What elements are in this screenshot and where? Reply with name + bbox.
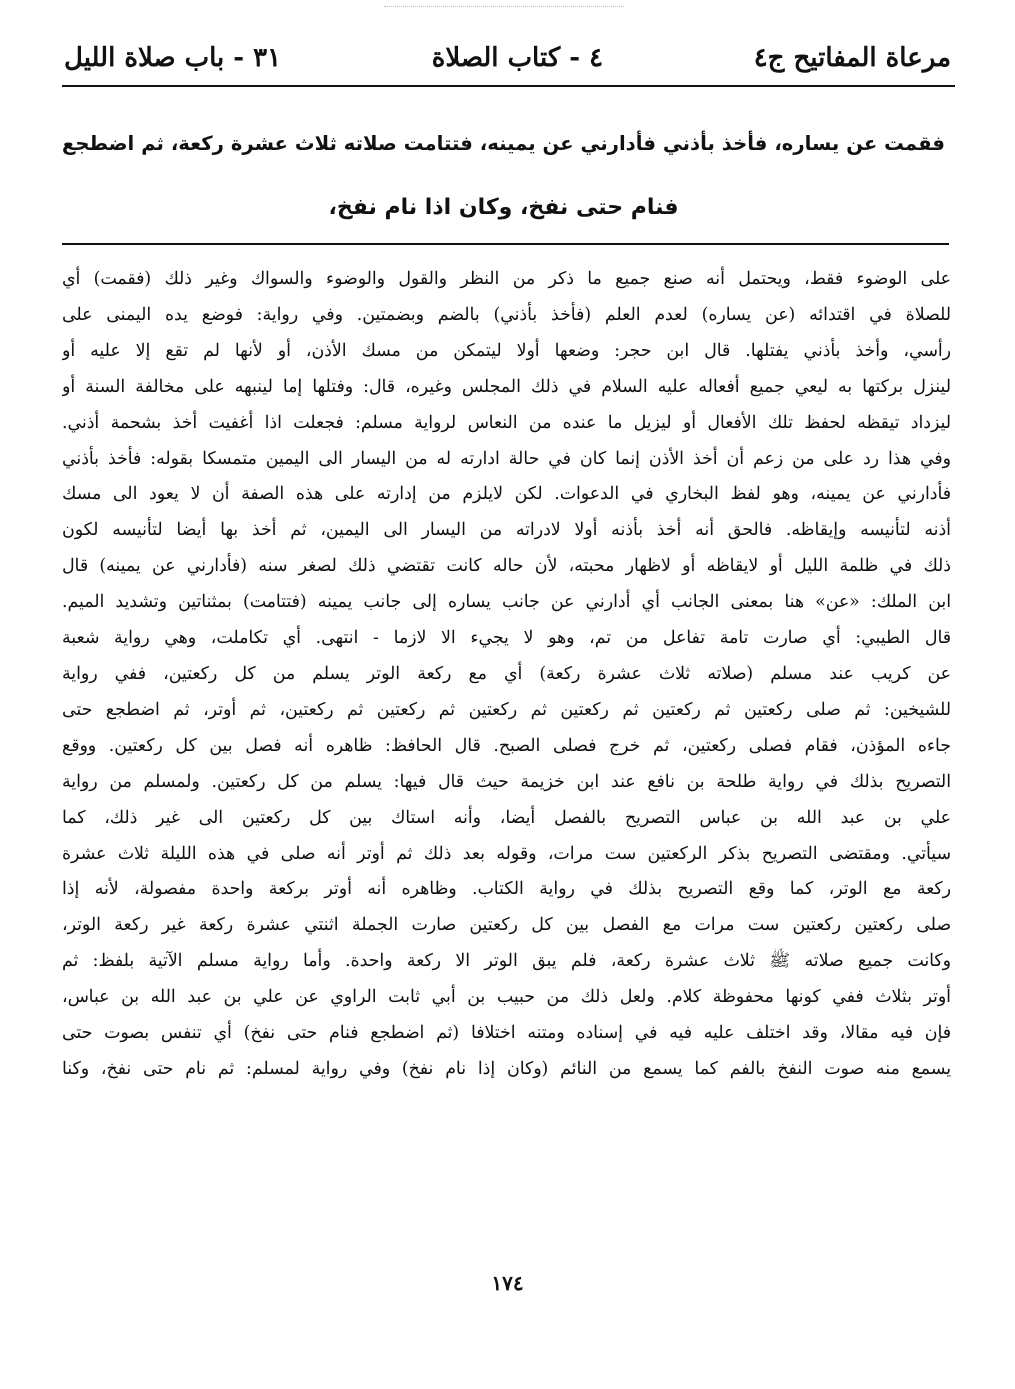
chapter-title: ٣١ - باب صلاة الليل <box>64 43 282 73</box>
commentary-line: عن كريب عند مسلم (صلاته ثلاث عشرة ركعة) أي مع ركعة الوتر يسلم من كل ركعتين، ففي رواية <box>62 663 951 684</box>
page-number: ١٧٤ <box>491 1271 524 1295</box>
commentary-line: التصريح بذلك في رواية طلحة بن نافع عند ابن خزيمة حيث قال فيها: يسلم من كل ركعتين. ولمسلم من رواية <box>62 771 951 792</box>
section-divider <box>62 243 949 245</box>
book-title: مرعاة المفاتيح ج٤ <box>753 43 951 73</box>
scan-artifact <box>384 6 624 7</box>
commentary-line: أذنه لتأنيسه وإيقاظه. فالحق أنه أخذ بأذنه أولا لادراته من اليسار الى اليمين، ثم أخذ بها أيضا لتأنيسه لكون <box>62 520 951 541</box>
commentary-line: سيأتي. ومقتضى التصريح بذكر الركعتين ست مرات، وقوله بعد ذلك ثم أوتر أنه صلى في هذه الليلة ثلاث عشرة <box>62 843 951 864</box>
commentary-line: رأسي، وأخذ بأذني يفتلها. قال ابن حجر: وضعها أولا ليتمكن من مسك الأذن، أو لأنها لم تقع إلا عليه أو <box>62 340 951 361</box>
commentary-line: علي بن عبد الله بن عباس التصريح بالفصل أيضا، وأنه استاك بين كل ركعتين الى غير ذلك، كما <box>62 807 951 828</box>
hadith-line: فنام حتى نفخ، وكان اذا نام نفخ، <box>328 195 679 220</box>
commentary-line: وفي هذا رد على من زعم أن أخذ الأذن إنما كان في حالة ادارته له من اليسار الى اليمين متمسكا بقوله: فأخذ بأذني <box>62 448 951 469</box>
commentary-line: يسمع منه صوت النفخ بالفم كما يسمع من النائم (وكان إذا نام نفخ) وفي رواية لمسلم: ثم نام حتى نفخ، وكنا <box>62 1058 951 1079</box>
commentary-line: أوتر بثلاث ففي كونها محفوظة كلام. ولعل ذلك من حبيب بن أبي ثابت الراوي عن علي بن عبد الله بن عباس، <box>62 987 951 1008</box>
commentary-text <box>62 262 951 1088</box>
book-section: ٤ - كتاب الصلاة <box>431 43 604 73</box>
header-divider <box>62 85 955 87</box>
commentary-line: للشيخين: ثم صلى ركعتين ثم ركعتين ثم ركعتين ثم ركعتين ثم ركعتين ثم ركعتين، ثم أوتر، ثم اضطجع حتى <box>62 699 951 720</box>
commentary-line: لينزل بركتها به ليعي جميع أفعاله عليه السلام في ذلك المجلس وغيره، قال: وفتلها إما لينبهه على مخالفة السنة أو <box>62 376 951 397</box>
commentary-line: جاءه المؤذن، فقام فصلى ركعتين، ثم خرج فصلى الصبح. قال الحافظ: ظاهره أنه فصل بين كل ركعتين. ووقع <box>62 735 951 756</box>
commentary-line: فأدارني عن يمينه، وهو لفظ البخاري في الدعوات. لكن لايلزم من إدارته على هذه الصفة أن لا يعود الى مسك <box>62 484 951 505</box>
hadith-line: فقمت عن يساره، فأخذ بأذني فأدارني عن يمينه، فتتامت صلاته ثلاث عشرة ركعة، ثم اضطجع <box>62 132 945 155</box>
commentary-line: وكانت جميع صلاته ﷺ ثلاث عشرة ركعة، فلم يبق الوتر الا ركعة واحدة. وأما رواية مسلم الآتية بلفظ: ثم <box>62 951 951 972</box>
commentary-line: صلى ركعتين ركعتين ست مرات مع الفصل بين كل ركعتين صارت الجملة اثنتي عشرة ركعة غير ركعة الوتر، <box>62 915 951 936</box>
running-header <box>64 38 951 78</box>
commentary-line: على الوضوء فقط، ويحتمل أنه صنع جميع ما ذكر من النظر والقول والوضوء والسواك وغير ذلك (فقمت) أي <box>62 269 951 289</box>
commentary-line: ابن الملك: «عن» هنا بمعنى الجانب أي أدارني عن جانب يساره إلى جانب يمينه (فتتامت) بمثناتين وتشديد الميم. <box>62 592 951 613</box>
commentary-line: للصلاة في اقتدائه (عن يساره) لعدم العلم (فأخذ بأذني) بالضم وبضمتين. وفي رواية: فوضع يده اليمنى على <box>62 304 951 325</box>
commentary-line: ركعة مع الوتر، كما وقع التصريح بذلك في رواية الكتاب. وظاهره أنه أوتر بركعة واحدة مفصولة، لأنه إذا <box>62 879 951 900</box>
commentary-line: قال الطيبي: أي صارت تامة تفاعل من تم، وهو لا يجيء الا لازما - انتهى. أي تكاملت، وهي رواية شعبة <box>62 628 951 649</box>
commentary-line: ذلك في ظلمة الليل أو لايقاظه أو لاظهار محبته، لأن حاله كانت تقتضي ذلك لصغر سنه (فأدارني عن يمينه) قال <box>62 556 951 577</box>
hadith-text <box>62 112 945 240</box>
commentary-line: فإن فيه مقالا، وقد اختلف عليه فيه في إسناده ومتنه اختلافا (ثم اضطجع فنام حتى نفخ) أي تنفس بصوت حتى <box>62 1023 951 1044</box>
commentary-line: ليزداد تيقظه لحفظ تلك الأفعال أو ليزيل ما عنده من النعاس لرواية مسلم: فجعلت اذا أغفيت أخذ بشحمة أذني. <box>62 412 951 433</box>
